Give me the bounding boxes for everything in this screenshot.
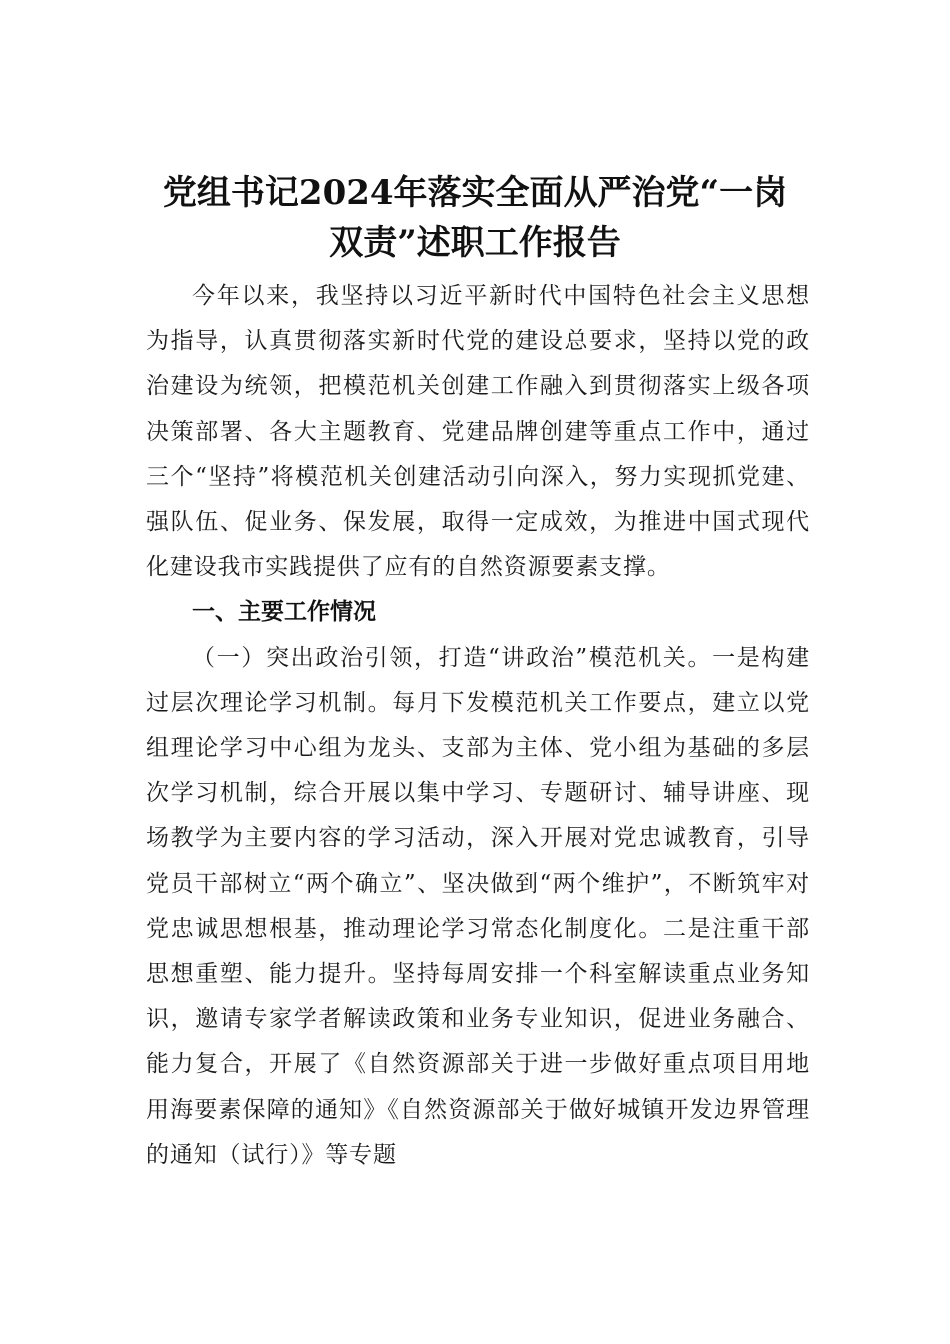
intro-paragraph: 今年以来，我坚持以习近平新时代中国特色社会主义思想为指导，认真贯彻落实新时代党的建设总要求，坚持以党的政治建设为统领，把模范机关创建工作融入到贯彻落实上级各项决策部署、各大主题教育、党建品牌创建等重点工作中，通过三个“坚持”将模范机关创建活动引向深入，努力实现抓党建、强队伍、促业务、保发展，取得一定成效，为推进中国式现代化建设我市实践提供了应有的自然资源要素支撑。 <box>146 283 810 581</box>
document-body <box>146 274 810 1178</box>
title-line-1: 党组书记2024年落实全面从严治党“一岗 <box>162 173 788 213</box>
section-heading-main-work: 一、主要工作情况 <box>192 599 376 626</box>
title-line-2: 双责”述职工作报告 <box>329 223 621 263</box>
document-title <box>120 168 830 268</box>
section-paragraph-political-guidance: （一）突出政治引领，打造“讲政治”模范机关。一是构建过层次理论学习机制。每月下发模范机关工作要点，建立以党组理论学习中心组为龙头、支部为主体、党小组为基础的多层次学习机制，综合开展以集中学习、专题研讨、辅导讲座、现场教学为主要内容的学习活动，深入开展对党忠诚教育，引导党员干部树立“两个确立”、坚决做到“两个维护”，不断筑牢对党忠诚思想根基，推动理论学习常态化制度化。二是注重干部思想重塑、能力提升。坚持每周安排一个科室解读重点业务知识，邀请专家学者解读政策和业务专业知识，促进业务融合、能力复合，开展了《自然资源部关于进一步做好重点项目用地用海要素保障的通知》《自然资源部关于做好城镇开发边界管理的通知（试行）》等专题 <box>146 644 810 1168</box>
